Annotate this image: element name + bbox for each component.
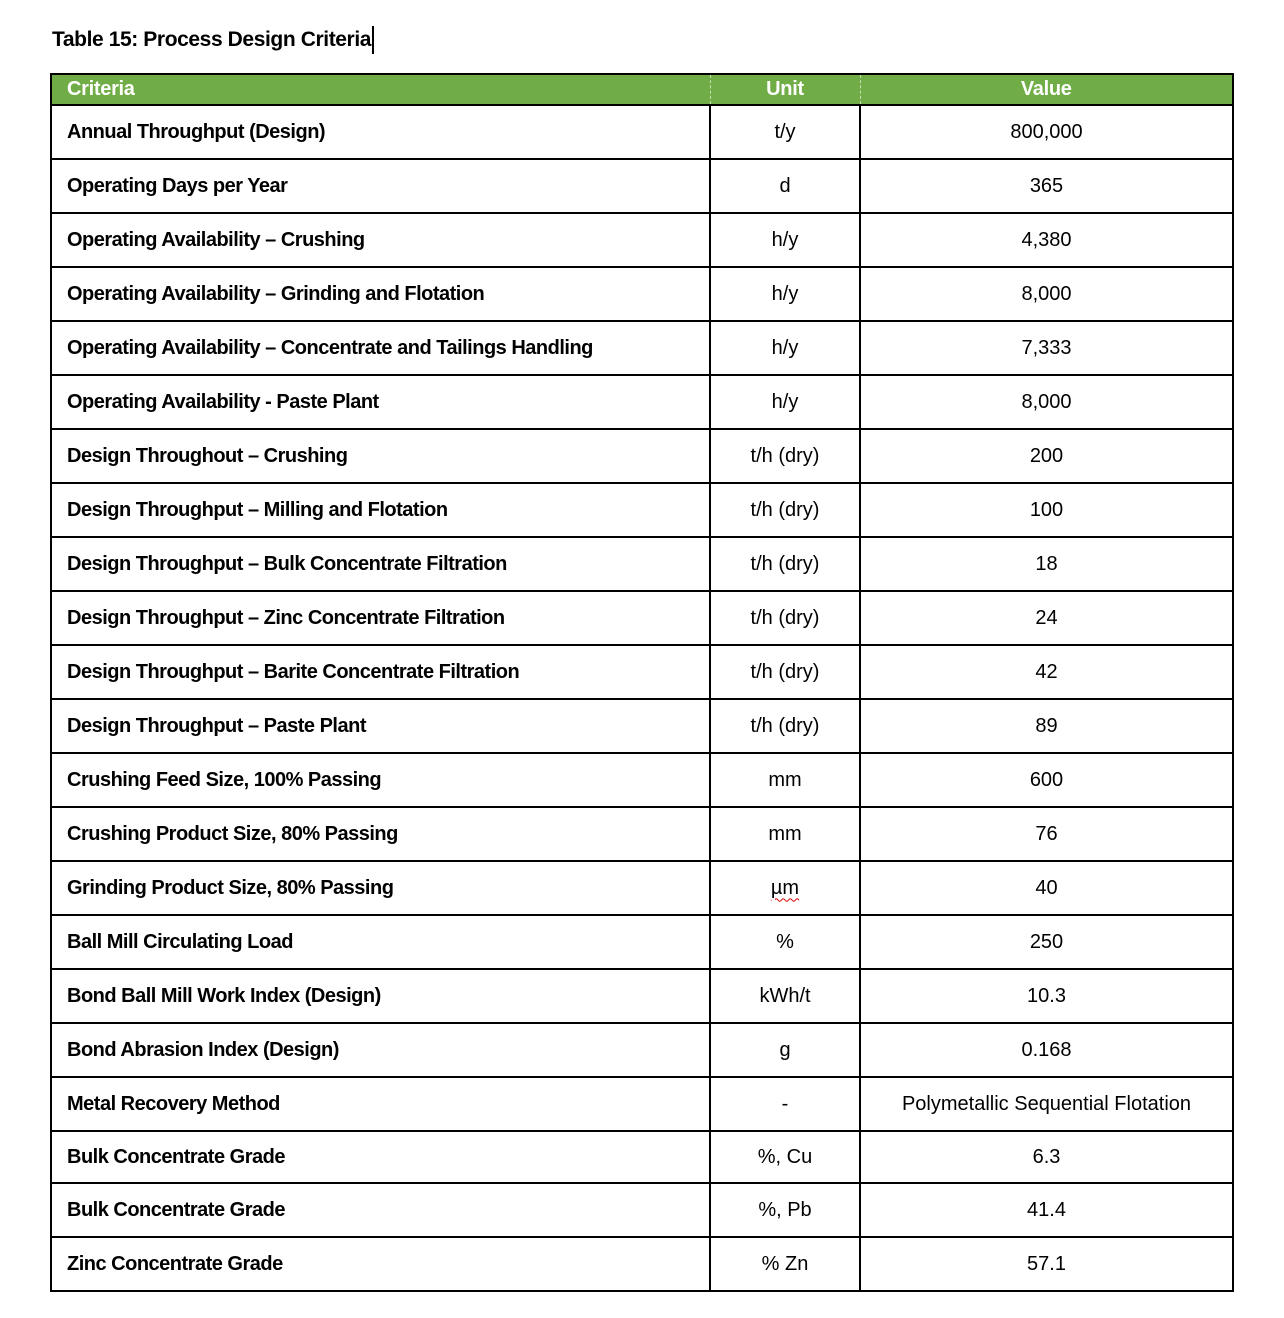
text-cursor bbox=[372, 26, 374, 54]
value-cell-text: 4,380 bbox=[1021, 228, 1072, 251]
value-cell-text: 89 bbox=[1035, 714, 1058, 737]
header-value: Value bbox=[860, 74, 1233, 105]
criteria-cell-text: Crushing Product Size, 80% Passing bbox=[67, 822, 398, 845]
criteria-cell bbox=[51, 321, 710, 375]
value-cell-text: 41.4 bbox=[1027, 1198, 1066, 1221]
criteria-cell bbox=[51, 753, 710, 807]
value-cell bbox=[860, 807, 1233, 861]
unit-cell-text: - bbox=[781, 1092, 789, 1115]
criteria-cell-text: Design Throughout – Crushing bbox=[67, 444, 348, 467]
value-cell bbox=[860, 915, 1233, 969]
criteria-cell bbox=[51, 699, 710, 753]
table-header-row bbox=[51, 74, 1233, 105]
process-design-criteria-table bbox=[50, 73, 1234, 1292]
value-cell bbox=[860, 321, 1233, 375]
unit-cell bbox=[710, 1237, 860, 1291]
table-row bbox=[51, 213, 1233, 267]
value-cell bbox=[860, 105, 1233, 159]
unit-cell bbox=[710, 483, 860, 537]
criteria-cell bbox=[51, 1023, 710, 1077]
value-cell bbox=[860, 429, 1233, 483]
unit-cell-text: % Zn bbox=[761, 1252, 809, 1275]
table-row bbox=[51, 915, 1233, 969]
criteria-cell bbox=[51, 969, 710, 1023]
criteria-cell bbox=[51, 807, 710, 861]
table-row bbox=[51, 537, 1233, 591]
criteria-cell-text: Operating Days per Year bbox=[67, 174, 288, 197]
value-cell-text: 0.168 bbox=[1021, 1038, 1072, 1061]
criteria-cell bbox=[51, 861, 710, 915]
value-cell-text: 7,333 bbox=[1021, 336, 1072, 359]
value-cell bbox=[860, 591, 1233, 645]
value-cell-text: 24 bbox=[1035, 606, 1058, 629]
table-row bbox=[51, 159, 1233, 213]
criteria-cell bbox=[51, 915, 710, 969]
criteria-cell-text: Bond Ball Mill Work Index (Design) bbox=[67, 984, 381, 1007]
table-row bbox=[51, 969, 1233, 1023]
criteria-cell bbox=[51, 1131, 710, 1183]
value-cell bbox=[860, 753, 1233, 807]
criteria-cell bbox=[51, 645, 710, 699]
unit-cell bbox=[710, 915, 860, 969]
table-row bbox=[51, 699, 1233, 753]
criteria-cell-text: Operating Availability - Paste Plant bbox=[67, 390, 379, 413]
criteria-cell-text: Bulk Concentrate Grade bbox=[67, 1198, 285, 1221]
value-cell bbox=[860, 699, 1233, 753]
value-cell-text: 6.3 bbox=[1032, 1145, 1061, 1168]
unit-cell bbox=[710, 969, 860, 1023]
table-caption[interactable] bbox=[52, 26, 374, 54]
value-cell bbox=[860, 483, 1233, 537]
unit-cell bbox=[710, 1131, 860, 1183]
unit-cell bbox=[710, 591, 860, 645]
criteria-cell-text: Bulk Concentrate Grade bbox=[67, 1145, 285, 1168]
table-row bbox=[51, 375, 1233, 429]
criteria-cell bbox=[51, 375, 710, 429]
value-cell bbox=[860, 537, 1233, 591]
criteria-cell-text: Operating Availability – Concentrate and Tailings Handling bbox=[67, 336, 593, 359]
criteria-cell bbox=[51, 159, 710, 213]
unit-cell-text: kWh/t bbox=[759, 984, 811, 1007]
criteria-cell-text: Design Throughput – Zinc Concentrate Filtration bbox=[67, 606, 505, 629]
unit-cell-text: %, Pb bbox=[758, 1198, 812, 1221]
criteria-cell-text: Metal Recovery Method bbox=[67, 1092, 280, 1115]
unit-cell bbox=[710, 807, 860, 861]
table-row bbox=[51, 861, 1233, 915]
criteria-cell-text: Crushing Feed Size, 100% Passing bbox=[67, 768, 382, 791]
unit-cell-text: % bbox=[776, 930, 794, 953]
unit-cell-text: t/h (dry) bbox=[750, 444, 820, 467]
unit-cell bbox=[710, 1077, 860, 1131]
criteria-cell-text: Operating Availability – Crushing bbox=[67, 228, 365, 251]
value-cell bbox=[860, 375, 1233, 429]
unit-cell-text: d bbox=[779, 174, 791, 197]
criteria-cell-text: Annual Throughput (Design) bbox=[67, 120, 326, 143]
value-cell bbox=[860, 861, 1233, 915]
unit-cell bbox=[710, 861, 860, 915]
header-unit: Unit bbox=[710, 74, 860, 105]
table-row bbox=[51, 321, 1233, 375]
value-cell bbox=[860, 159, 1233, 213]
table-row bbox=[51, 753, 1233, 807]
criteria-cell bbox=[51, 1183, 710, 1237]
value-cell-text: 100 bbox=[1029, 498, 1064, 521]
value-cell bbox=[860, 969, 1233, 1023]
criteria-cell bbox=[51, 591, 710, 645]
criteria-cell bbox=[51, 1077, 710, 1131]
value-cell bbox=[860, 1237, 1233, 1291]
unit-cell-text: mm bbox=[768, 768, 802, 791]
unit-cell-text: h/y bbox=[771, 228, 799, 251]
value-cell-text: 76 bbox=[1035, 822, 1058, 845]
unit-cell-text: t/h (dry) bbox=[750, 714, 820, 737]
table-row bbox=[51, 591, 1233, 645]
table-row bbox=[51, 429, 1233, 483]
value-cell-text: 18 bbox=[1035, 552, 1058, 575]
criteria-cell-text: Operating Availability – Grinding and Flotation bbox=[67, 282, 485, 305]
value-cell bbox=[860, 213, 1233, 267]
unit-cell-text: h/y bbox=[771, 390, 799, 413]
unit-cell bbox=[710, 375, 860, 429]
value-cell-text: 250 bbox=[1029, 930, 1064, 953]
value-cell-text: 800,000 bbox=[1010, 120, 1083, 143]
value-cell-text: Polymetallic Sequential Flotation bbox=[901, 1092, 1192, 1115]
unit-cell bbox=[710, 267, 860, 321]
criteria-cell-text: Bond Abrasion Index (Design) bbox=[67, 1038, 339, 1061]
criteria-cell-text: Zinc Concentrate Grade bbox=[67, 1252, 283, 1275]
unit-cell bbox=[710, 105, 860, 159]
unit-cell-text: t/h (dry) bbox=[750, 498, 820, 521]
table-row bbox=[51, 1237, 1233, 1291]
table-row bbox=[51, 1023, 1233, 1077]
table-row bbox=[51, 105, 1233, 159]
value-cell bbox=[860, 1131, 1233, 1183]
criteria-cell-text: Grinding Product Size, 80% Passing bbox=[67, 876, 394, 899]
criteria-cell-text: Design Throughput – Bulk Concentrate Filtration bbox=[67, 552, 507, 575]
unit-cell-text: t/h (dry) bbox=[750, 660, 820, 683]
criteria-cell-text: Design Throughput – Barite Concentrate Filtration bbox=[67, 660, 520, 683]
unit-cell bbox=[710, 213, 860, 267]
value-cell bbox=[860, 645, 1233, 699]
unit-cell-text: µm bbox=[770, 876, 800, 899]
unit-cell-text: t/h (dry) bbox=[750, 552, 820, 575]
criteria-cell bbox=[51, 1237, 710, 1291]
table-caption-text[interactable]: Table 15: Process Design Criteria bbox=[52, 28, 372, 51]
unit-cell bbox=[710, 321, 860, 375]
unit-cell-text: h/y bbox=[771, 282, 799, 305]
unit-cell-text: t/y bbox=[774, 120, 796, 143]
criteria-cell bbox=[51, 213, 710, 267]
unit-cell bbox=[710, 159, 860, 213]
table-row bbox=[51, 1183, 1233, 1237]
value-cell-text: 600 bbox=[1029, 768, 1064, 791]
value-cell bbox=[860, 1077, 1233, 1131]
unit-cell bbox=[710, 753, 860, 807]
table-row bbox=[51, 1077, 1233, 1131]
value-cell bbox=[860, 1183, 1233, 1237]
table-row bbox=[51, 645, 1233, 699]
table-row bbox=[51, 267, 1233, 321]
criteria-cell-text: Design Throughput – Paste Plant bbox=[67, 714, 366, 737]
criteria-cell bbox=[51, 483, 710, 537]
unit-cell bbox=[710, 1023, 860, 1077]
criteria-cell bbox=[51, 537, 710, 591]
value-cell-text: 8,000 bbox=[1021, 390, 1072, 413]
value-cell-text: 10.3 bbox=[1027, 984, 1066, 1007]
unit-cell bbox=[710, 1183, 860, 1237]
value-cell bbox=[860, 1023, 1233, 1077]
criteria-cell-text: Design Throughput – Milling and Flotation bbox=[67, 498, 448, 521]
value-cell-text: 200 bbox=[1029, 444, 1064, 467]
criteria-cell bbox=[51, 429, 710, 483]
value-cell-text: 8,000 bbox=[1021, 282, 1072, 305]
unit-cell bbox=[710, 537, 860, 591]
table-row bbox=[51, 483, 1233, 537]
unit-cell bbox=[710, 645, 860, 699]
unit-cell-text: h/y bbox=[771, 336, 799, 359]
value-cell-text: 365 bbox=[1029, 174, 1064, 197]
table-row bbox=[51, 807, 1233, 861]
unit-cell bbox=[710, 429, 860, 483]
criteria-cell bbox=[51, 267, 710, 321]
table-row bbox=[51, 1131, 1233, 1183]
value-cell-text: 57.1 bbox=[1027, 1252, 1066, 1275]
criteria-cell bbox=[51, 105, 710, 159]
unit-cell bbox=[710, 699, 860, 753]
value-cell-text: 40 bbox=[1035, 876, 1058, 899]
value-cell-text: 42 bbox=[1035, 660, 1058, 683]
unit-cell-text: %, Cu bbox=[757, 1145, 813, 1168]
header-criteria: Criteria bbox=[51, 74, 710, 105]
unit-cell-text: mm bbox=[768, 822, 802, 845]
criteria-cell-text: Ball Mill Circulating Load bbox=[67, 930, 293, 953]
value-cell bbox=[860, 267, 1233, 321]
unit-cell-text: t/h (dry) bbox=[750, 606, 820, 629]
unit-cell-text: g bbox=[779, 1038, 791, 1061]
